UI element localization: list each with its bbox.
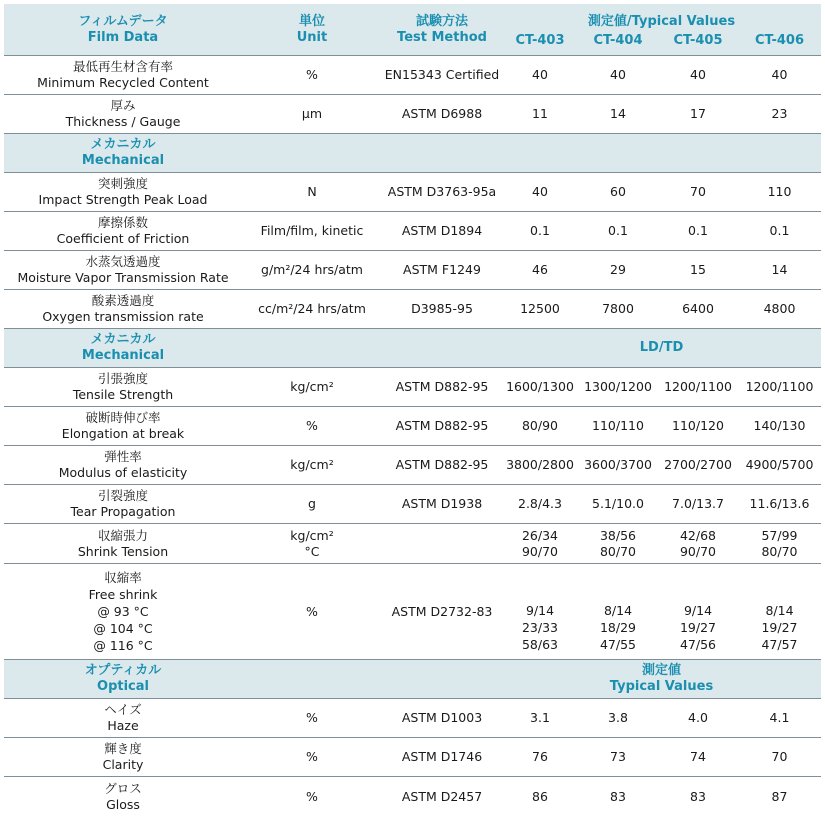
method-cell: ASTM D1894 <box>401 223 483 238</box>
method-cell: ASTM D882-95 <box>395 457 489 472</box>
value-line: 9/14 <box>683 603 713 618</box>
value-cell: 140/130 <box>753 418 806 433</box>
method-cell: EN15343 Certified <box>384 67 500 82</box>
method-cell: ASTM D1003 <box>401 710 483 725</box>
unit-cell: kg/cm² <box>290 457 334 472</box>
table-row-free-shrink <box>4 564 821 660</box>
value-cell: 3.1 <box>530 710 550 725</box>
value-cell: 110/120 <box>672 418 724 433</box>
table-row <box>4 290 821 329</box>
property-jp: 酸素透過度 <box>91 293 155 308</box>
property-name <box>4 290 242 328</box>
table-row <box>4 368 821 407</box>
header-product-ct406: CT-406 <box>754 32 805 48</box>
table-row <box>4 56 821 95</box>
property-name <box>4 524 242 563</box>
property-jp: 最低再生材含有率 <box>72 59 173 74</box>
value-cell: 14 <box>771 262 788 277</box>
method-cell: D3985-95 <box>411 301 473 316</box>
table-row <box>4 777 821 816</box>
property-en: Oxygen transmission rate <box>42 309 204 324</box>
section-title-en: Optical <box>97 679 149 694</box>
ld-td-label: LD/TD <box>639 340 684 355</box>
header-film-jp: フィルムデータ <box>78 13 168 29</box>
value-cell: 70 <box>690 184 706 199</box>
property-name <box>4 564 242 659</box>
value-cell: 17 <box>690 106 706 121</box>
value-cell: 110/110 <box>592 418 644 433</box>
unit-cell: N <box>307 184 317 199</box>
value-cell: 3600/3700 <box>584 457 652 472</box>
value-cell: 4900/5700 <box>745 457 814 472</box>
table-row <box>4 212 821 251</box>
value-cell <box>738 564 821 659</box>
property-name <box>4 446 242 484</box>
property-jp: 収縮率 <box>104 570 142 585</box>
value-cell <box>738 524 821 563</box>
value-line: 8/14 <box>603 603 633 618</box>
method-cell: ASTM D2457 <box>401 788 483 804</box>
property-jp: 破断時伸び率 <box>85 410 161 425</box>
value-cell: 4.1 <box>769 710 790 725</box>
value-cell: 3800/2800 <box>506 457 574 472</box>
method-cell: ASTM D3763-95a <box>387 184 497 199</box>
temperature-93: @ 93 °C <box>97 604 149 619</box>
unit-cell: % <box>306 418 318 433</box>
table-row <box>4 407 821 446</box>
value-cell: 14 <box>610 106 626 121</box>
value-cell: 83 <box>610 788 626 804</box>
header-product-ct405: CT-405 <box>673 32 723 48</box>
value-cell: 1200/1100 <box>664 379 732 394</box>
value-cell: 4800 <box>763 301 796 316</box>
property-name <box>4 95 242 133</box>
value-cell: 74 <box>690 749 706 764</box>
section-header-mechanical-ldtd <box>4 329 821 368</box>
section-header-mechanical <box>4 134 821 173</box>
value-cell: 86 <box>532 788 548 804</box>
property-jp: 引張強度 <box>97 371 148 386</box>
header-product-ct404: CT-404 <box>593 32 643 48</box>
film-data-table <box>4 4 821 816</box>
property-name <box>4 699 242 737</box>
value-cell: 2.8/4.3 <box>518 496 562 511</box>
table-row <box>4 446 821 485</box>
property-name <box>4 368 242 406</box>
value-cell: 3.8 <box>608 710 628 725</box>
property-jp: 厚み <box>110 98 136 113</box>
property-en: Modulus of elasticity <box>58 465 188 480</box>
value-cell: 5.1/10.0 <box>592 496 644 511</box>
value-line: 18/29 <box>599 620 637 635</box>
property-en: Shrink Tension <box>77 543 169 559</box>
property-name <box>4 173 242 211</box>
section-title <box>4 660 242 698</box>
property-en: Haze <box>107 718 139 733</box>
value-cell: 1200/1100 <box>745 379 814 394</box>
value-cell: 0.1 <box>769 223 790 238</box>
unit-cell: g/m²/24 hrs/atm <box>261 262 363 277</box>
section-title <box>4 134 242 172</box>
value-line: 90/70 <box>521 543 559 559</box>
property-en: Minimum Recycled Content <box>37 75 209 90</box>
value-line: 26/34 <box>521 527 559 543</box>
property-name <box>4 738 242 776</box>
table-row <box>4 95 821 134</box>
table-row <box>4 251 821 290</box>
value-cell: 40 <box>771 67 788 82</box>
value-cell: 2700/2700 <box>664 457 732 472</box>
method-cell: ASTM D1746 <box>401 749 483 764</box>
temperature-116: @ 116 °C <box>93 638 153 653</box>
method-cell: ASTM F1249 <box>403 262 481 277</box>
table-row <box>4 173 821 212</box>
property-en: Free shrink <box>88 587 158 602</box>
value-line: 47/56 <box>679 637 717 652</box>
unit-cell <box>242 524 382 563</box>
value-cell: 7800 <box>602 301 634 316</box>
typical-values-en: Typical Values <box>609 679 714 694</box>
section-title-jp: メカニカル <box>90 332 156 347</box>
header-unit-jp: 単位 <box>298 13 325 29</box>
value-cell: 110 <box>767 184 792 199</box>
value-line: 8/14 <box>765 603 794 618</box>
property-jp: 引裂強度 <box>97 488 148 503</box>
property-name <box>4 407 242 445</box>
unit-cell: µm <box>301 106 323 121</box>
unit-cell: % <box>306 603 318 619</box>
value-line: 19/27 <box>679 620 717 635</box>
property-name <box>4 212 242 250</box>
value-cell: 0.1 <box>608 223 628 238</box>
temperature-104: @ 104 °C <box>93 621 153 636</box>
property-jp: 弾性率 <box>104 449 142 464</box>
property-en: Thickness / Gauge <box>65 114 181 129</box>
method-cell <box>382 524 502 563</box>
property-name <box>4 56 242 94</box>
header-unit-en: Unit <box>296 29 328 45</box>
property-en: Gloss <box>106 796 140 812</box>
method-cell: ASTM D1938 <box>401 496 483 511</box>
value-line: 19/27 <box>761 620 798 635</box>
value-cell: 76 <box>532 749 548 764</box>
value-cell: 15 <box>690 262 706 277</box>
value-cell <box>502 524 578 563</box>
value-cell: 70 <box>771 749 788 764</box>
value-cell: 11.6/13.6 <box>749 496 810 511</box>
method-cell: ASTM D882-95 <box>395 418 489 433</box>
value-cell <box>658 564 738 659</box>
table-header <box>4 4 821 56</box>
value-cell: 6400 <box>682 301 714 316</box>
method-cell: ASTM D882-95 <box>395 379 489 394</box>
section-title-en: Mechanical <box>81 348 165 363</box>
property-en: Moisture Vapor Transmission Rate <box>17 270 229 285</box>
value-cell <box>578 564 658 659</box>
header-typical-values: 測定値/Typical Values <box>587 14 736 29</box>
property-en: Coefficient of Friction <box>56 231 190 246</box>
value-cell: 23 <box>771 106 788 121</box>
value-line: 42/68 <box>679 527 717 543</box>
section-title <box>4 329 242 367</box>
property-jp: 輝き度 <box>104 741 142 756</box>
value-cell: 0.1 <box>688 223 708 238</box>
value-cell: 0.1 <box>530 223 550 238</box>
typical-values-jp: 測定値 <box>641 663 681 678</box>
unit-cell: g <box>308 496 316 511</box>
property-jp: グロス <box>104 780 142 796</box>
section-title-jp: メカニカル <box>90 137 156 152</box>
value-line: 47/55 <box>599 637 637 652</box>
value-line: 47/57 <box>761 637 798 652</box>
value-cell: 83 <box>690 788 706 804</box>
property-jp: 水蒸気透過度 <box>85 254 161 269</box>
section-header-optical <box>4 660 821 699</box>
value-line: 80/70 <box>599 543 637 559</box>
value-cell: 73 <box>610 749 626 764</box>
header-test-method <box>382 4 502 55</box>
value-cell <box>578 524 658 563</box>
value-line: 23/33 <box>521 620 559 635</box>
property-jp: 摩擦係数 <box>97 215 148 230</box>
value-cell: 1300/1200 <box>584 379 652 394</box>
value-cell: 29 <box>610 262 626 277</box>
header-product-ct403: CT-403 <box>515 32 565 48</box>
property-jp: 収縮張力 <box>97 527 148 543</box>
unit-cell: % <box>306 67 318 82</box>
unit-cell: Film/film, kinetic <box>260 223 364 238</box>
value-cell: 60 <box>610 184 626 199</box>
unit-cell: cc/m²/24 hrs/atm <box>258 301 366 316</box>
unit-cell: % <box>306 788 318 804</box>
property-en: Clarity <box>102 757 144 772</box>
value-cell: 4.0 <box>688 710 708 725</box>
value-cell <box>658 524 738 563</box>
optical-typical-values <box>502 660 821 698</box>
value-line: 80/70 <box>761 543 798 559</box>
value-cell: 7.0/13.7 <box>672 496 724 511</box>
value-cell: 40 <box>532 184 548 199</box>
unit-line: kg/cm² <box>290 527 334 543</box>
header-unit <box>242 4 382 55</box>
section-title-en: Mechanical <box>81 153 165 168</box>
method-cell: ASTM D2732-83 <box>391 603 493 619</box>
property-name <box>4 485 242 523</box>
value-cell: 46 <box>532 262 548 277</box>
value-cell: 1600/1300 <box>506 379 574 394</box>
value-cell <box>502 564 578 659</box>
value-cell: 40 <box>690 67 706 82</box>
unit-cell: % <box>306 749 318 764</box>
value-cell: 80/90 <box>521 418 559 433</box>
value-cell: 11 <box>532 106 548 121</box>
value-cell: 40 <box>532 67 548 82</box>
table-row <box>4 738 821 777</box>
value-cell: 12500 <box>520 301 560 316</box>
method-cell: ASTM D6988 <box>401 106 483 121</box>
header-film-en: Film Data <box>87 29 159 45</box>
value-line: 57/99 <box>761 527 798 543</box>
value-cell: 40 <box>610 67 626 82</box>
property-en: Impact Strength Peak Load <box>38 192 208 207</box>
unit-line: °C <box>304 543 320 559</box>
section-title-jp: オプティカル <box>84 663 162 678</box>
value-line: 90/70 <box>679 543 717 559</box>
property-en: Tensile Strength <box>72 387 174 402</box>
header-method-en: Test Method <box>397 29 487 45</box>
property-jp: 突刺強度 <box>97 176 148 191</box>
header-film-data <box>4 4 242 55</box>
property-en: Tear Propagation <box>70 504 176 519</box>
property-name <box>4 777 242 816</box>
table-row <box>4 485 821 524</box>
header-method-jp: 試験方法 <box>415 13 468 29</box>
property-en: Elongation at break <box>61 426 185 441</box>
table-row-shrink-tension <box>4 524 821 564</box>
unit-cell: kg/cm² <box>290 379 334 394</box>
value-line: 58/63 <box>521 637 559 652</box>
property-name <box>4 251 242 289</box>
value-line: 38/56 <box>599 527 637 543</box>
unit-cell: % <box>306 710 318 725</box>
property-jp: ヘイズ <box>104 702 142 717</box>
table-row <box>4 699 821 738</box>
value-cell: 87 <box>771 788 788 804</box>
value-line: 9/14 <box>525 603 555 618</box>
